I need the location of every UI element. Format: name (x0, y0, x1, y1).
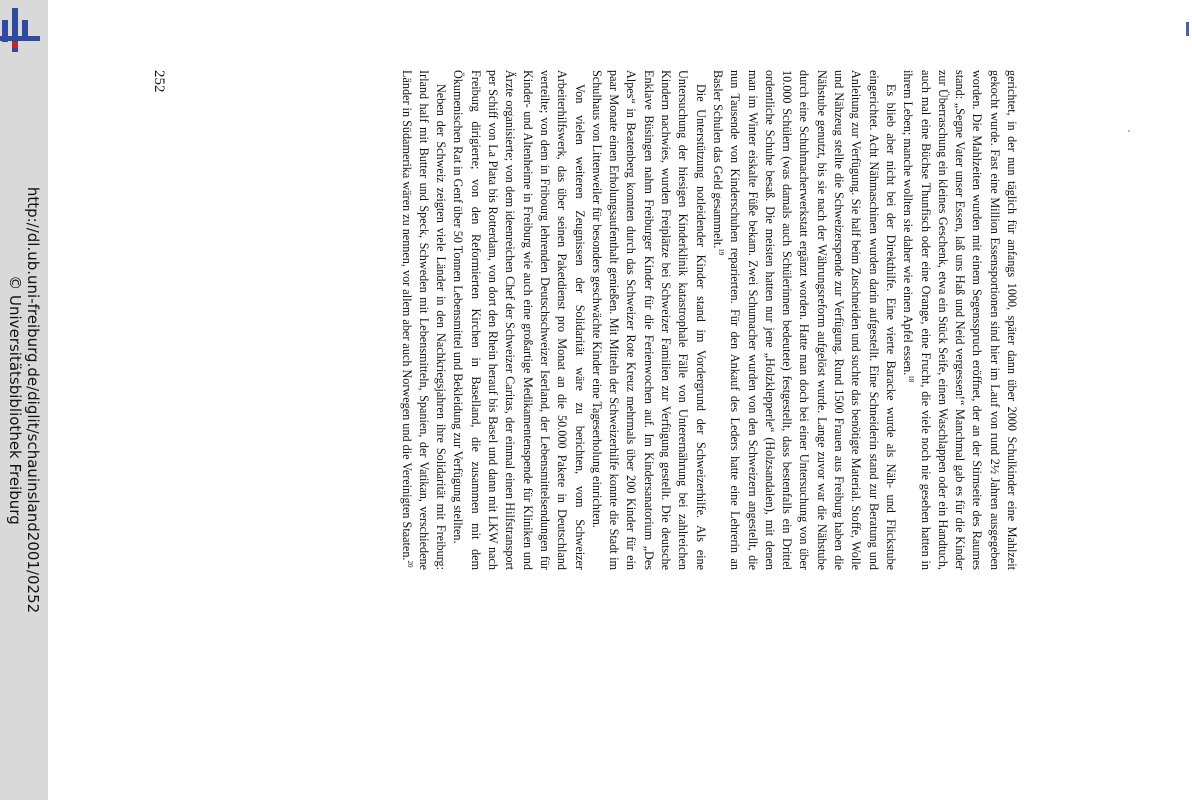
paragraph-1: gerichtet, in der nun täglich für anfangs 1000, später dann über 2000 Schulkinder eine Mahlzeit gekocht wurde. Fast eine Million Essensportionen sind hier im Lauf von rund 2½ Jahren ausgegeben worden. Die Mahlzeiten wurden mit einem Segensspruch eröffnet, der an der Stirnseite des Raumes stand: „Segne Vater unser Essen, laß uns Haß und Neid vergessen!“ Manchmal gab es für die Kinder zur Überraschung ein kleines Geschenk, etwa ein Stück Seife, einen Waschlappen oder ein Handtuch, auch mal eine Büchse Thunfisch oder eine Orange, eine Frucht, die viele noch nie gesehen hatten in ihrem Leben; manche wollten sie daher wie einen Apfel essen.$^{18}$ (901, 70, 1019, 570)
footnote-ref: 18 (907, 375, 916, 383)
library-logo-icon (0, 6, 44, 52)
paragraph-4: Von vielen weiteren Zeugnissen der Solidarität wäre zu berichten, vom Schweizer Arbeiterhilfswerk, das über seinen Paketdienst pro Monat an die 50.000 Pakete in Deutschland verteilte; von dem in Fribourg lehrenden Deutschschweizer Iserland, der Lebensmittelsendungen für Kinder- und Altenheime in Freiburg wie auch eine großartige Medikamentenspende für Kliniken und Ärzte organisierte; von dem ideenreichen Chef der Schweizer Caritas, der einmal einen Hilfstransport per Schiff von La Plata bis Rotterdam, von dort den Rhein herauf bis Basel und dann mit LKW nach Freiburg dirigierte; von den Reformierten Kirchen in Baselland, die zusammen mit dem Ökumenischen Rat in Genf über 50 Tonnen Lebensmittel und Bekleidung zur Verfügung stellten. (451, 70, 587, 570)
paragraph-2: Es blieb aber nicht bei der Direkthilfe. Eine vierte Baracke wurde als Näh- und Flickstube eingerichtet. Acht Nähmaschinen wurden darin aufgestellt. Eine Schneiderin stand zur Beratung und Anleitung zur Verfügung. Sie half beim Zuschneiden und suchte das benötigte Material. Stoffe, Wolle und Nähzeug stellte die Schweizerspende zur Verfügung. Rund 1500 Frauen aus Freiburg haben die Nähstube genutzt, bis sie nach der Währungsreform aufgelöst wurde. Lange zuvor war die Nähstube durch eine Schuhmacherwerkstatt ergänzt worden. Hatte man doch bei einer Untersuchung von über 10.000 Schülern (was damals auch Schülerinnen bedeutete) festgestellt, dass bestenfalls ein Drittel ordentliche Schuhe besaß. Die meisten hatten nur jene „Holzklepperle“ (Holzsandalen), mit denen man im Winter eiskalte Füße bekam. Zwei Schumacher wurden von den Schweizern angestellt, die nun Tausende von Kinderschuhen reparierten. Für den Ankauf des Leders hatte eine Lehrerin an Basler Schulen das Geld gesammelt.$^{19}$ (710, 70, 898, 570)
page-number: 252 (151, 70, 167, 93)
scan-speck (1128, 130, 1130, 132)
copyright-notice: © Universitätsbibliothek Freiburg (6, 275, 24, 525)
sidebar-source-info (6, 187, 42, 613)
footnote-ref: 19 (717, 248, 726, 256)
paragraph-3: Die Unterstützung notleidender Kinder stand im Vordergrund der Schweizerhilfe. Als eine Untersuchung der hiesigen Kinderklinik katastrophale Fälle von Unterernährung bei zahlreichen Kindern nachwies, wurden Freiplätze bei Schweizer Familien zur Verfügung gestellt. Die deutsche Enklave Büsingen nahm Freiburger Kinder für die Ferienwochen auf. Im Kindersanatorium „Des Alpes“ in Beatenberg konnten durch das Schweizer Rote Kreuz mehrmals über 200 Kinder für ein paar Monate einen Erholungsaufenthalt genießen. Mit Mitteln der Schweizerhilfe konnte die Stadt im Schulhaus von Littenweiler für besonders geschwächte Kinder eine Tageserholung einrichten. (589, 70, 708, 570)
edge-marker (1186, 22, 1189, 36)
footnote-ref: 20 (405, 560, 414, 568)
rotated-page-content (150, 70, 1020, 570)
source-url[interactable]: http://dl.ub.uni-freiburg.de/diglit/schauinsland2001/0252 (24, 186, 42, 614)
paragraph-5: Neben der Schweiz zeigten viele Länder in den Nachkriegsjahren ihre Solidarität mit Freiburg: Irland half mit Butter und Speck, Schweden mit Lebensmitteln, Spanien, der Vatikan, verschiedene Länder in Südamerika wären zu nennen, vor allem aber auch Norwegen und die Vereinigten Staaten.$^{20}$ (399, 70, 449, 570)
scanned-page (150, 40, 1020, 600)
viewer-sidebar (0, 0, 48, 800)
